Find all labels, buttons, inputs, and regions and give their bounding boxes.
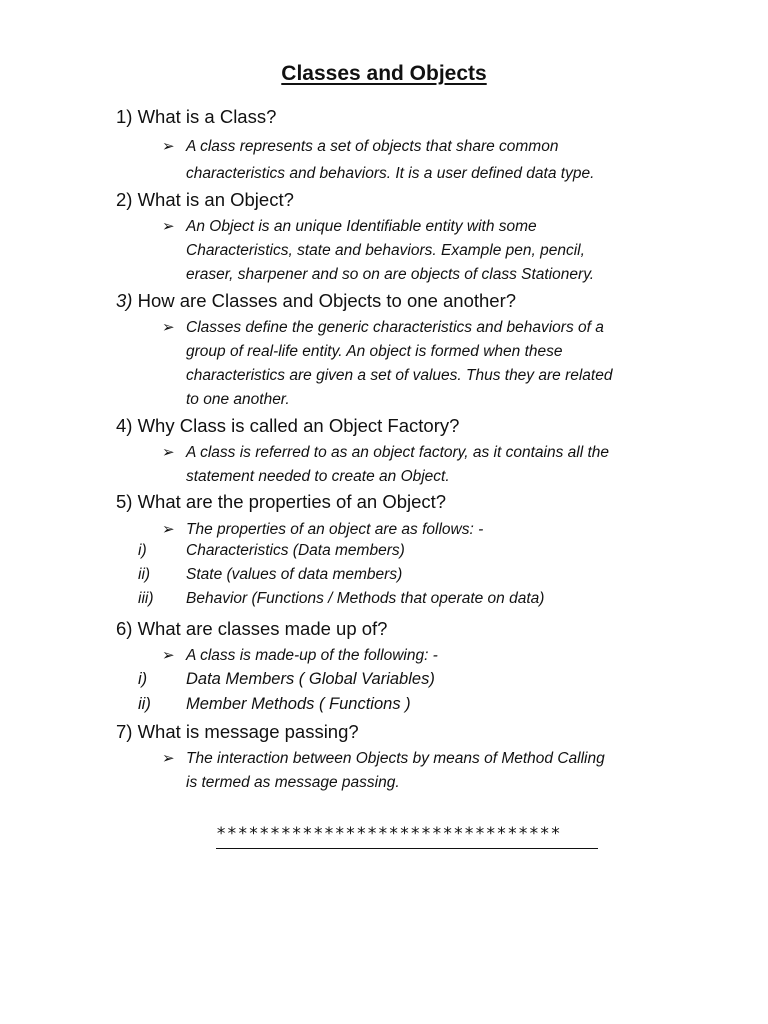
answer-line: Characteristics, state and behaviors. Example pen, pencil,	[186, 242, 585, 259]
question-1	[116, 106, 276, 128]
question-text: How are Classes and Objects to one another?	[137, 290, 517, 311]
question-number: 3)	[116, 290, 133, 311]
answer-line: A class is referred to as an object factory, as it contains all the	[186, 444, 610, 461]
answer-line: A class represents a set of objects that share common	[186, 138, 559, 155]
arrow-bullet-icon: ➢	[162, 521, 175, 538]
list-item-text: State (values of data members)	[186, 566, 403, 583]
question-text: What is an Object?	[137, 189, 294, 210]
answer-line: A class is made-up of the following: -	[186, 647, 438, 664]
question-text: What are classes made up of?	[137, 618, 388, 639]
answer-7	[162, 747, 686, 795]
answer-line: is termed as message passing.	[186, 774, 400, 791]
list-item-text: Data Members ( Global Variables)	[186, 670, 435, 688]
answer-line: to one another.	[186, 391, 290, 408]
question-number: 6)	[116, 618, 133, 639]
answer-line: group of real-life entity. An object is formed when these	[186, 343, 563, 360]
list-item-text: Characteristics (Data members)	[186, 542, 405, 559]
answer-3	[162, 316, 686, 412]
question-2	[116, 189, 294, 211]
answer-line: The properties of an object are as follows: -	[186, 521, 484, 538]
arrow-bullet-icon: ➢	[162, 647, 175, 664]
answer-line: The interaction between Objects by means of Method Calling	[186, 750, 605, 767]
list-item-text: Member Methods ( Functions )	[186, 695, 411, 713]
answer-4	[162, 441, 686, 489]
answer-line: characteristics and behaviors. It is a user defined data type.	[186, 164, 595, 182]
answer-6	[162, 644, 686, 668]
arrow-bullet-icon: ➢	[162, 138, 175, 155]
answer-line: Classes define the generic characteristics and behaviors of a	[186, 319, 604, 336]
answer-1	[162, 134, 686, 187]
question-text: What is message passing?	[137, 721, 359, 742]
roman-numeral: i)	[138, 670, 148, 688]
question-number: 1)	[116, 106, 133, 127]
question-text: What is a Class?	[137, 106, 277, 127]
question-7	[116, 721, 359, 743]
page-title: Classes and Objects	[281, 62, 487, 85]
roman-numeral: iii)	[138, 590, 154, 607]
question-number: 5)	[116, 491, 133, 512]
answer-line: An Object is an unique Identifiable entity with some	[186, 218, 537, 235]
roman-numeral: i)	[138, 542, 147, 559]
question-5	[116, 491, 446, 513]
roman-numeral: ii)	[138, 695, 151, 713]
answer-line: eraser, sharpener and so on are objects of class Stationery.	[186, 266, 595, 283]
question-number: 2)	[116, 189, 133, 210]
arrow-bullet-icon: ➢	[162, 444, 175, 461]
separator-stars: ********************************	[216, 824, 598, 849]
answer-5	[162, 518, 686, 542]
roman-numeral: ii)	[138, 566, 151, 583]
arrow-bullet-icon: ➢	[162, 218, 175, 235]
question-text: Why Class is called an Object Factory?	[137, 415, 460, 436]
question-6	[116, 618, 387, 640]
arrow-bullet-icon: ➢	[162, 319, 175, 336]
question-text: What are the properties of an Object?	[137, 491, 447, 512]
answer-line: statement needed to create an Object.	[186, 468, 450, 485]
answer-line: characteristics are given a set of values. Thus they are related	[186, 367, 613, 384]
question-3	[116, 290, 516, 312]
question-number: 4)	[116, 415, 133, 436]
question-number: 7)	[116, 721, 133, 742]
arrow-bullet-icon: ➢	[162, 750, 175, 767]
question-4	[116, 415, 459, 437]
list-item-text: Behavior (Functions / Methods that operate on data)	[186, 590, 545, 607]
answer-2	[162, 215, 686, 287]
